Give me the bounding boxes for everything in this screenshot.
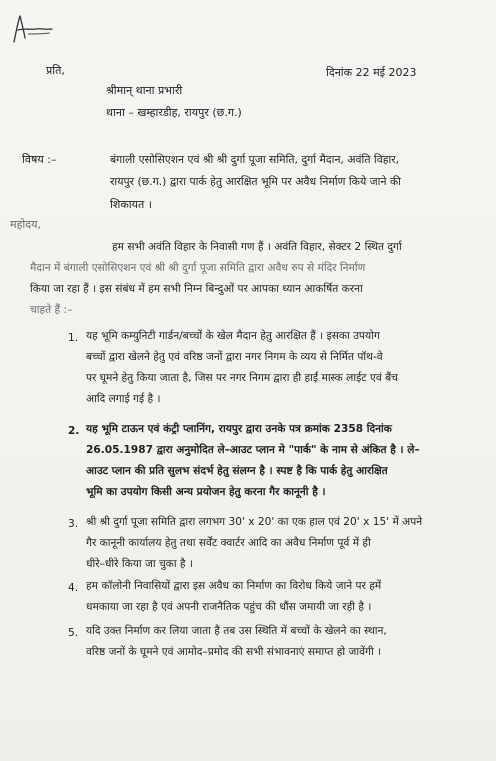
addressee-line-1: श्रीमान् थाना प्रभारी: [106, 84, 183, 97]
list-item-line: आउट प्लान की प्रति सुलभ संदर्भ हेतु संलग्न है । स्पष्ट है कि पार्क हेतु आरक्षित: [86, 465, 388, 477]
addressee-line-2: थाना – खम्हारडीह, रायपुर (छ.ग.): [106, 106, 242, 119]
list-item-number: 4.: [68, 582, 79, 594]
subject-line: बंगाली एसोसिएशन एवं श्री श्री दुर्गा पूजा समिति, दुर्गा मैदान, अवंति विहार,: [110, 153, 400, 166]
list-item-line: पर घूमने हेतु किया जाता है, जिस पर नगर निगम द्वारा ही हाईं मास्क लाईट एवं बैंच: [86, 372, 398, 384]
list-item-line: यह भूमि टाऊन एवं कंट्री प्लानिंग, रायपुर द्वारा उनके पत्र क्रमांक 2358 दिनांक: [86, 423, 392, 435]
list-item-number: 1.: [68, 332, 79, 344]
list-item-line: श्री श्री दुर्गा पूजा समिति द्वारा लगभग 30' x 20' का एक हाल एवं 20' x 15' में अपने: [86, 516, 423, 528]
list-item-line: आदि लगाई गई है ।: [86, 393, 161, 405]
salutation: महोदय,: [10, 218, 41, 231]
list-item-line: यह भूमि कम्युनिटी गार्डन/बच्चों के खेल मैदान हेतु आरक्षित हैं । इसका उपयोग: [86, 330, 380, 342]
list-item-line: भूमि का उपयोग किसी अन्य प्रयोजन हेतु करना गैर कानूनी है ।: [86, 486, 326, 498]
list-item-line: 26.05.1987 द्वारा अनुमोदित ले–आउट प्लान मे "पार्क" के नाम से अंकित है । ले–: [86, 444, 420, 456]
list-item-line: धमकाया जा रहा है एवं अपनी राजनैतिक पहुंच की धौंस जमायी जा रही है ।: [86, 601, 372, 613]
list-item-number: 5.: [68, 627, 79, 639]
intro-line: चाहते हैं :–: [30, 304, 73, 316]
list-item-number: 2.: [68, 425, 80, 437]
list-item-line: बच्चों द्वारा खेलने हेतु एवं वरिष्ठ जनों द्वारा नगर निगम के व्यय से निर्मित पॉथ-वे: [86, 351, 383, 363]
subject-label: विषय :–: [22, 153, 57, 166]
list-item-line: धीरे–धीरे किया जा चुका है ।: [86, 558, 193, 570]
list-item-line: हम कॉलोनी निवासियों द्वारा इस अवैध का निर्माण का विरोध किये जाने पर हमें: [86, 580, 382, 592]
intro-line: किया जा रहा हैं । इस संबंध में हम सभी निम्न बिन्दुओं पर आपका ध्यान आकर्षित करना: [30, 283, 363, 295]
intro-line: मैदान में बंगाली एसोसिएशन एवं श्री श्री दुर्गा पूजा समिति द्वारा अवैध रुप से मंदिर निर्माण: [30, 262, 366, 274]
list-item-line: गैर कानूनी कार्यालय हेतु तथा सर्वेंट क्वार्टर आदि का अवैध निर्माण पूर्व में ही: [86, 537, 371, 549]
letter-date: दिनांक 22 मई 2023: [326, 66, 417, 79]
list-item-line: यदि उक्त निर्माण कर लिया जाता है तब उस स्थिति में बच्चों के खेलने का स्थान,: [86, 625, 387, 637]
list-item-line: वरिष्ठ जनों के घूमने एवं आमोद–प्रमोद की सभी संभावनाएं समाप्त हो जावेंगी ।: [86, 646, 382, 658]
intro-line: हम सभी अवंति विहार के निवासी गण हैं । अवंति विहार, सेक्टर 2 स्थित दुर्गा: [112, 241, 402, 253]
subject-line: रायपुर (छ.ग.) द्वारा पार्क हेतु आरक्षित भूमि पर अवैध निर्माण किये जाने की: [110, 175, 401, 188]
list-item-number: 3.: [68, 518, 79, 530]
subject-line: शिकायत ।: [110, 198, 152, 211]
handwritten-mark-icon: [8, 12, 56, 48]
recipient-prefix: प्रति,: [46, 64, 65, 77]
